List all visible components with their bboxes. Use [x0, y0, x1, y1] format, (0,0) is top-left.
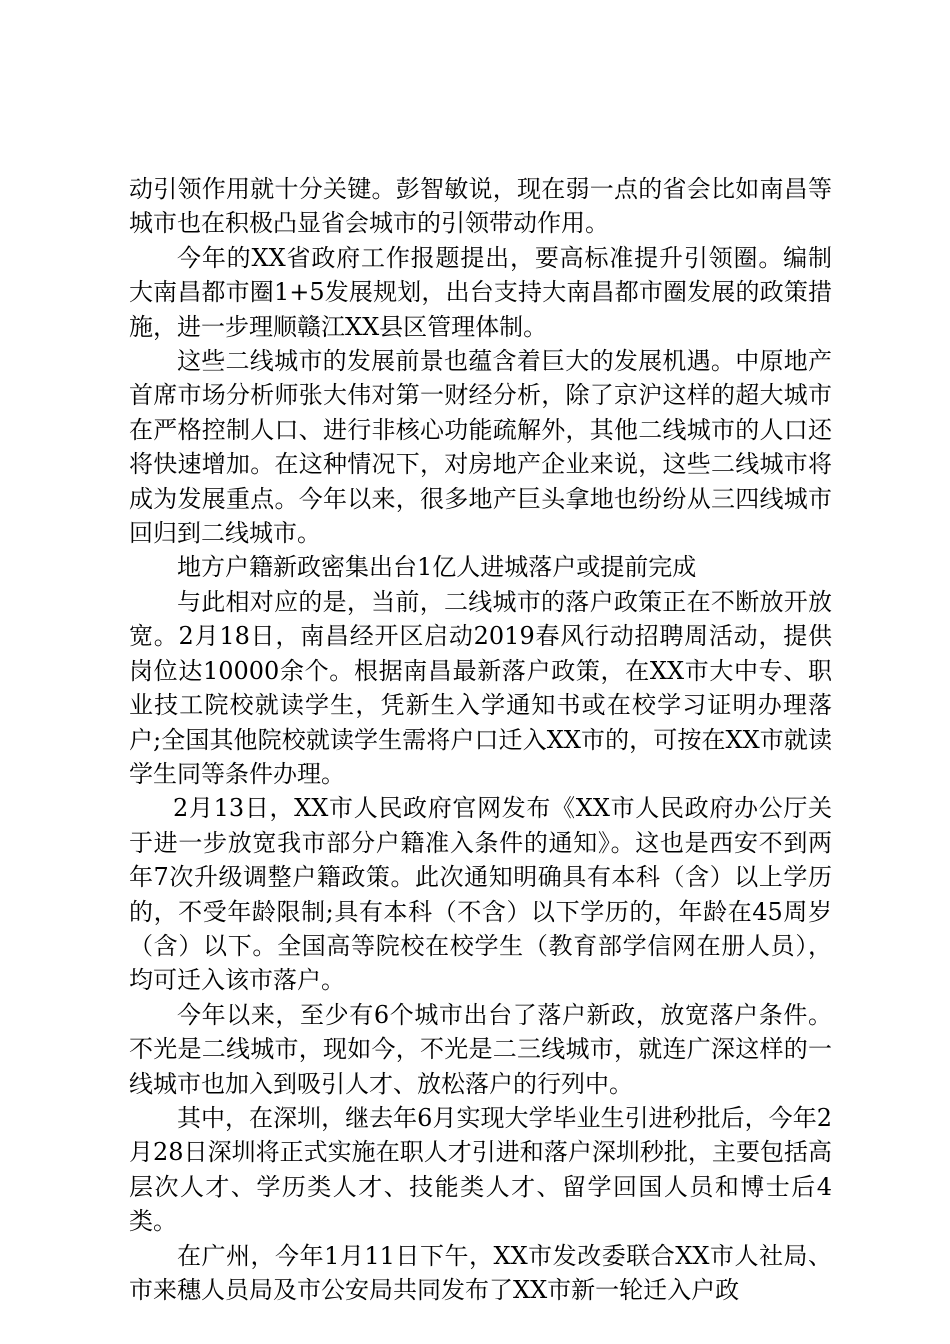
paragraph-6: 今年以来，至少有6个城市出台了落户新政，放宽落户条件。不光是二线城市，现如今，不光是二三线城市，就连广深这样的一线城市也加入到吸引人才、放松落户的行列中。	[129, 1000, 832, 1098]
paragraph-2: 今年的XX省政府工作报题提出，要高标准提升引领圈。编制大南昌都市圈1+5发展规划，出台支持大南昌都市圈发展的政策措施，进一步理顺赣江XX县区管理体制。	[129, 243, 832, 341]
paragraph-8: 在广州，今年1月11日下午，XX市发改委联合XX市人社局、市来穗人员局及市公安局共同发布了XX市新一轮迁入户政	[129, 1241, 832, 1304]
paragraph-1: 动引领作用就十分关键。彭智敏说，现在弱一点的省会比如南昌等城市也在积极凸显省会城市的引领带动作用。	[129, 175, 832, 238]
paragraph-5: 2月13日，XX市人民政府官网发布《XX市人民政府办公厅关于进一步放宽我市部分户籍准入条件的通知》。这也是西安不到两年7次升级调整户籍政策。此次通知明确具有本科（含）以上学历的，不受年龄限制;具有本科（不含）以下学历的，年龄在45周岁（含）以下。全国高等院校在校学生（教育部学信网在册人员），均可迁入该市落户。	[129, 794, 832, 995]
document-body	[129, 172, 832, 1307]
paragraph-7: 其中，在深圳，继去年6月实现大学毕业生引进秒批后，今年2月28日深圳将正式实施在职人才引进和落户深圳秒批，主要包括高层次人才、学历类人才、技能类人才、留学回国人员和博士后4类。	[129, 1103, 832, 1236]
paragraph-3: 这些二线城市的发展前景也蕴含着巨大的发展机遇。中原地产首席市场分析师张大伟对第一财经分析，除了京沪这样的超大城市在严格控制人口、进行非核心功能疏解外，其他二线城市的人口还将快速增加。在这种情况下，对房地产企业来说，这些二线城市将成为发展重点。今年以来，很多地产巨头拿地也纷纷从三四线城市回归到二线城市。	[129, 347, 832, 548]
paragraph-4: 与此相对应的是，当前，二线城市的落户政策正在不断放开放宽。2月18日，南昌经开区启动2019春风行动招聘周活动，提供岗位达10000余个。根据南昌最新落户政策，在XX市大中专、职业技工院校就读学生，凭新生入学通知书或在校学习证明办理落户;全国其他院校就读学生需将户口迁入XX市的，可按在XX市就读学生同等条件办理。	[129, 587, 832, 788]
section-heading: 地方户籍新政密集出台1亿人进城落户或提前完成	[177, 553, 697, 582]
